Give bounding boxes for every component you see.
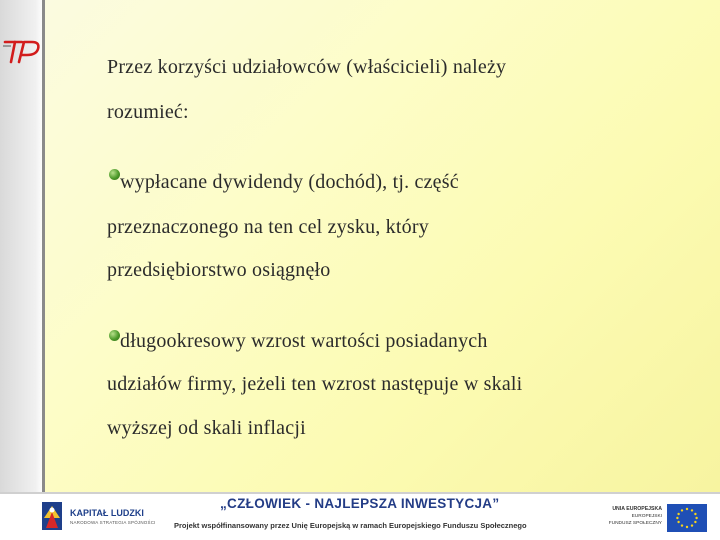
green-dot-bullet-icon — [109, 169, 120, 180]
footer-divider — [0, 492, 720, 494]
footer-slogan: „CZŁOWIEK - NAJLEPSZA INWESTYCJA” — [220, 496, 500, 511]
project-cofinancing-line: Projekt współfinansowany przez Unię Europejską w ramach Europejskiego Funduszu Społecznego — [174, 521, 527, 530]
intro-line-1: Przez korzyści udziałowców (właścicieli) należy — [107, 56, 507, 78]
left-band — [0, 0, 44, 492]
intro-line-2: rozumieć: — [107, 101, 189, 123]
eu-label-line-3: FUNDUSZ SPOŁECZNY — [608, 521, 662, 526]
kapital-ludzki-title: KAPITAŁ LUDZKI — [70, 508, 144, 518]
bullet-1-line-1: wypłacane dywidendy (dochód), tj. część — [120, 171, 459, 193]
green-dot-bullet-icon — [109, 330, 120, 341]
bullet-2-line-1: długookresowy wzrost wartości posiadanych — [120, 330, 488, 352]
kapital-ludzki-subtitle: NARODOWA STRATEGIA SPÓJNOŚCI — [70, 520, 156, 525]
tp-logo-icon — [2, 34, 46, 68]
eu-label-line-2: EUROPEJSKI — [631, 514, 662, 519]
eu-fund-label — [600, 506, 662, 527]
eu-label-line-1: UNIA EUROPEJSKA — [612, 506, 662, 512]
bullet-2-line-2: udziałów firmy, jeżeli ten wzrost następuje w skali — [107, 373, 523, 395]
bullet-1-line-3: przedsiębiorstwo osiągnęło — [107, 259, 331, 281]
footer — [0, 492, 720, 540]
eu-flag-icon — [667, 504, 707, 532]
bullet-2-line-3: wyższej od skali inflacji — [107, 417, 306, 439]
bullet-1-line-2: przeznaczonego na ten cel zysku, który — [107, 216, 429, 238]
left-band-divider — [42, 0, 45, 492]
kapital-ludzki-logo-icon — [40, 498, 66, 534]
